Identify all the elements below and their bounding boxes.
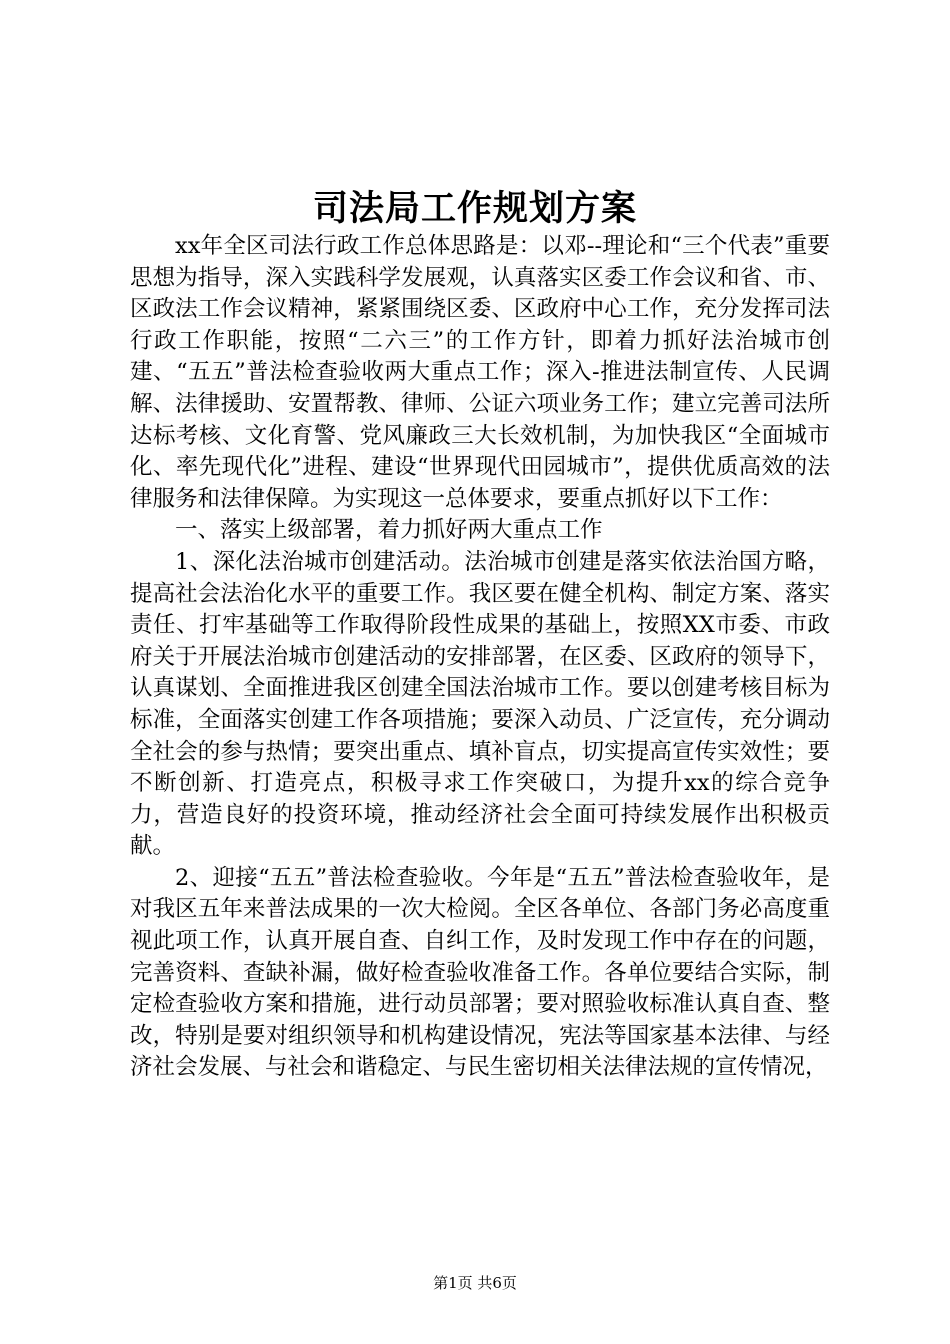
document-title: 司法局工作规划方案	[312, 188, 637, 229]
document-body	[130, 231, 830, 1084]
paragraph-item-2: 2、迎接“五五”普法检查验收。今年是“五五”普法检查验收年，是对我区五年来普法成果的一次大检阅。全区各单位、各部门务必高度重视此项工作，认真开展自查、自纠工作，及时发现工作中存在的问题，完善资料、查缺补漏，做好检查验收准备工作。各单位要结合实际，制定检查验收方案和措施，进行动员部署；要对照验收标准认真自查、整改，特别是要对组织领导和机构建设情况，宪法等国家基本法律、与经济社会发展、与社会和谐稳定、与民生密切相关法律法规的宣传情况，	[130, 864, 830, 1081]
page-number-footer: 第1页 共6页	[433, 1274, 517, 1292]
section-heading-1: 一、落实上级部署，着力抓好两大重点工作	[175, 517, 603, 544]
paragraph-intro: xx年全区司法行政工作总体思路是：以邓--理论和“三个代表”重要思想为指导，深入实践科学发展观，认真落实区委工作会议和省、市、区政法工作会议精神，紧紧围绕区委、区政府中心工作，充分发挥司法行政工作职能，按照“二六三”的工作方针，即着力抓好法治城市创建、“五五”普法检查验收两大重点工作；深入-推进法制宣传、人民调解、法律援助、安置帮教、律师、公证六项业务工作；建立完善司法所达标考核、文化育警、党风廉政三大长效机制，为加快我区“全面城市化、率先现代化”进程、建设“世界现代田园城市”，提供优质高效的法律服务和法律保障。为实现这一总体要求，要重点抓好以下工作：	[130, 233, 830, 512]
paragraph-item-1: 1、深化法治城市创建活动。法治城市创建是落实依法治国方略，提高社会法治化水平的重要工作。我区要在健全机构、制定方案、落实责任、打牢基础等工作取得阶段性成果的基础上，按照XX市委、市政府关于开展法治城市创建活动的安排部署，在区委、区政府的领导下，认真谋划、全面推进我区创建全国法治城市工作。要以创建考核目标为标准，全面落实创建工作各项措施；要深入动员、广泛宣传，充分调动全社会的参与热情；要突出重点、填补盲点，切实提高宣传实效性；要不断创新、打造亮点，积极寻求工作突破口，为提升xx的综合竞争力，营造良好的投资环境，推动经济社会全面可持续发展作出积极贡献。	[130, 548, 830, 860]
